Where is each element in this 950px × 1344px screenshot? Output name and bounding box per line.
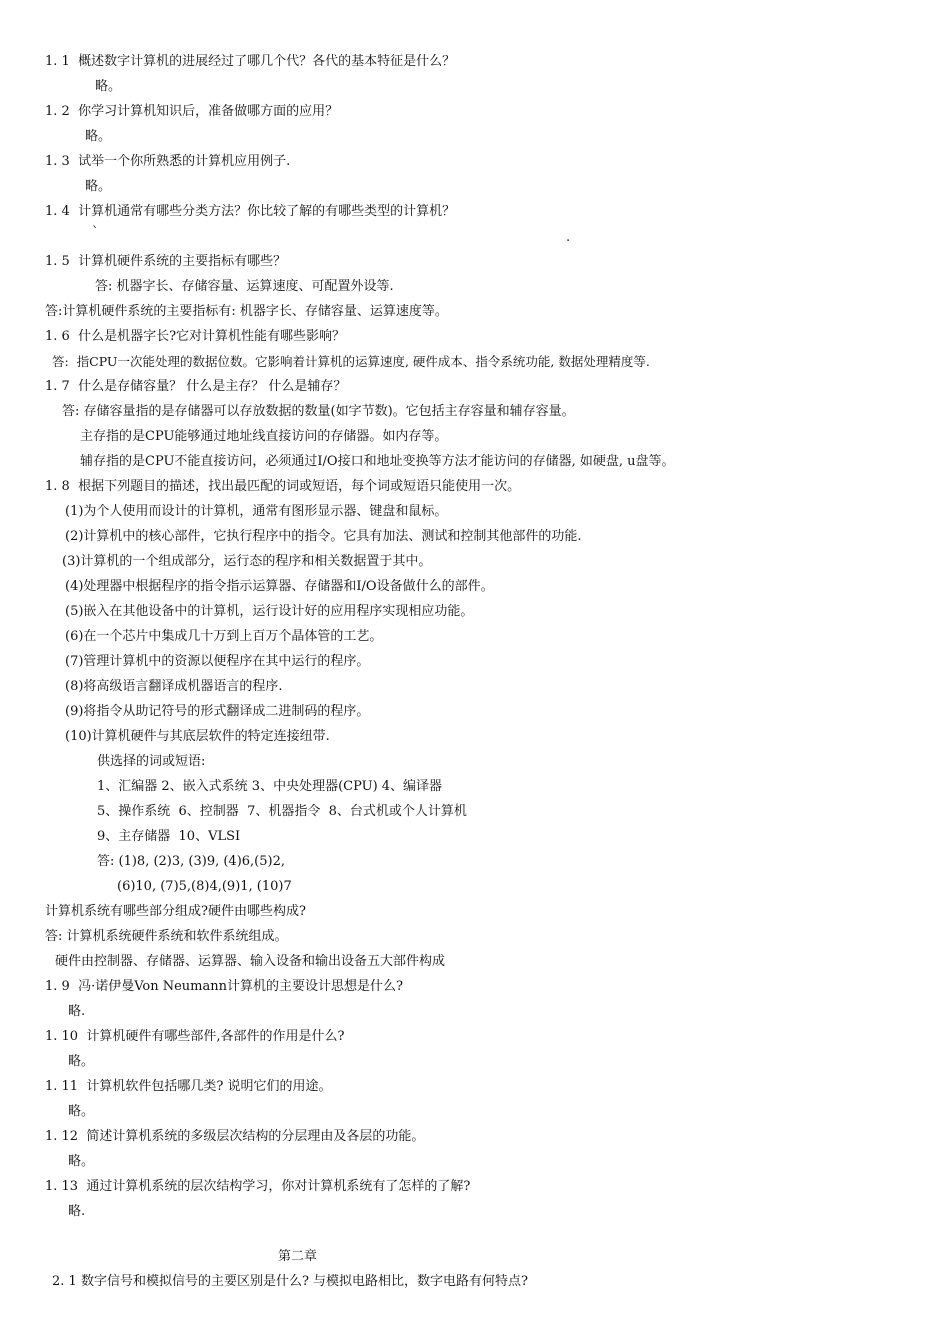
item-8: (8)将高级语言翻译成机器语言的程序. [65, 679, 283, 694]
stray-mark-right: . [566, 230, 571, 245]
answer-1-5-b: 答:计算机硬件系统的主要指标有: 机器字长、存储容量、运算速度等。 [45, 304, 448, 319]
stray-mark-left: ` [92, 225, 99, 240]
question-1-9: 1. 9 冯·诺伊曼Von Neumann计算机的主要设计思想是什么? [45, 979, 403, 994]
chapter-heading: 第二章 [278, 1249, 318, 1264]
answer-1-7-a: 答: 存储容量指的是存储器可以存放数据的数量(如字节数)。它包括主存容量和辅存容量。 [62, 404, 575, 419]
answer-1-10: 略。 [68, 1054, 95, 1069]
item-2: (2)计算机中的核心部件，它执行程序中的指令。它具有加法、测试和控制其他部件的功能. [65, 529, 582, 544]
choices-row-3: 9、主存储器 10、VLSI [97, 829, 241, 844]
question-1-13: 1. 13 通过计算机系统的层次结构学习，你对计算机系统有了怎样的了解? [45, 1179, 471, 1194]
question-1-10: 1. 10 计算机硬件有哪些部件,各部件的作用是什么? [45, 1029, 345, 1044]
question-1-3: 1. 3 试举一个你所熟悉的计算机应用例子. [45, 154, 291, 169]
answer-1-3: 略。 [85, 179, 112, 194]
answer-1-7-c: 辅存指的是CPU不能直接访问，必须通过I/O接口和地址变换等方法才能访问的存储器, 如硬盘, u盘等。 [80, 454, 675, 469]
question-1-2: 1. 2 你学习计算机知识后，准备做哪方面的应用？ [45, 104, 339, 119]
question-1-7: 1. 7 什么是存储容量？ 什么是主存？ 什么是辅存？ [45, 379, 347, 394]
question-1-8: 1. 8 根据下列题目的描述，找出最匹配的词或短语，每个词或短语只能使用一次。 [45, 479, 521, 494]
item-5: (5)嵌入在其他设备中的计算机，运行设计好的应用程序实现相应功能。 [65, 604, 474, 619]
item-4: (4)处理器中根据程序的指令指示运算器、存储器和I/O设备做什么的部件。 [65, 579, 494, 594]
answer-1-8-b: (6)10, (7)5,(8)4,(9)1, (10)7 [117, 879, 292, 894]
item-6: (6)在一个芯片中集成几十万到上百万个晶体管的工艺。 [65, 629, 383, 644]
question-1-5: 1. 5 计算机硬件系统的主要指标有哪些？ [45, 254, 287, 269]
question-1-1: 1. 1 概述数字计算机的进展经过了哪几个代？各代的基本特征是什么？ [45, 54, 456, 69]
answer-1-12: 略。 [68, 1154, 95, 1169]
question-1-4: 1. 4 计算机通常有哪些分类方法？你比较了解的有哪些类型的计算机？ [45, 204, 456, 219]
question-1-6: 1. 6 什么是机器字长?它对计算机性能有哪些影响？ [45, 329, 346, 344]
answer-1-2: 略。 [85, 129, 112, 144]
answer-system-a: 答: 计算机系统硬件系统和软件系统组成。 [45, 929, 288, 944]
item-7: (7)管理计算机中的资源以便程序在其中运行的程序。 [65, 654, 370, 669]
choices-heading: 供选择的词或短语: [97, 754, 206, 769]
answer-1-8-a: 答: (1)8, (2)3, (3)9, (4)6,(5)2, [97, 854, 285, 869]
answer-1-9: 略. [68, 1004, 86, 1019]
item-3: (3)计算机的一个组成部分，运行态的程序和相关数据置于其中。 [62, 554, 432, 569]
choices-row-2: 5、操作系统 6、控制器 7、机器指令 8、台式机或个人计算机 [97, 804, 467, 819]
item-1: (1)为个人使用而设计的计算机，通常有图形显示器、键盘和鼠标。 [65, 504, 448, 519]
choices-row-1: 1、汇编器 2、嵌入式系统 3、中央处理器(CPU) 4、编译器 [97, 779, 443, 794]
question-2-1: 2. 1 数字信号和模拟信号的主要区别是什么? 与模拟电路相比，数字电路有何特点? [52, 1274, 529, 1289]
answer-1-6: 答: 指CPU一次能处理的数据位数。它影响着计算机的运算速度, 硬件成本、指令系统功能, 数据处理精度等. [52, 354, 650, 369]
answer-1-13: 略. [68, 1204, 86, 1219]
question-1-11: 1. 11 计算机软件包括哪几类? 说明它们的用途。 [45, 1079, 332, 1094]
item-9: (9)将指令从助记符号的形式翻译成二进制码的程序。 [65, 704, 370, 719]
answer-system-b: 硬件由控制器、存储器、运算器、输入设备和输出设备五大部件构成 [55, 954, 446, 969]
answer-1-1: 略。 [95, 79, 122, 94]
answer-1-7-b: 主存指的是CPU能够通过地址线直接访问的存储器。如内存等。 [80, 429, 448, 444]
answer-1-11: 略。 [68, 1104, 95, 1119]
question-system: 计算机系统有哪些部分组成?硬件由哪些构成? [45, 904, 306, 919]
question-1-12: 1. 12 简述计算机系统的多级层次结构的分层理由及各层的功能。 [45, 1129, 425, 1144]
item-10: (10)计算机硬件与其底层软件的特定连接纽带. [65, 729, 330, 744]
answer-1-5-a: 答: 机器字长、存储容量、运算速度、可配置外设等. [95, 279, 394, 294]
